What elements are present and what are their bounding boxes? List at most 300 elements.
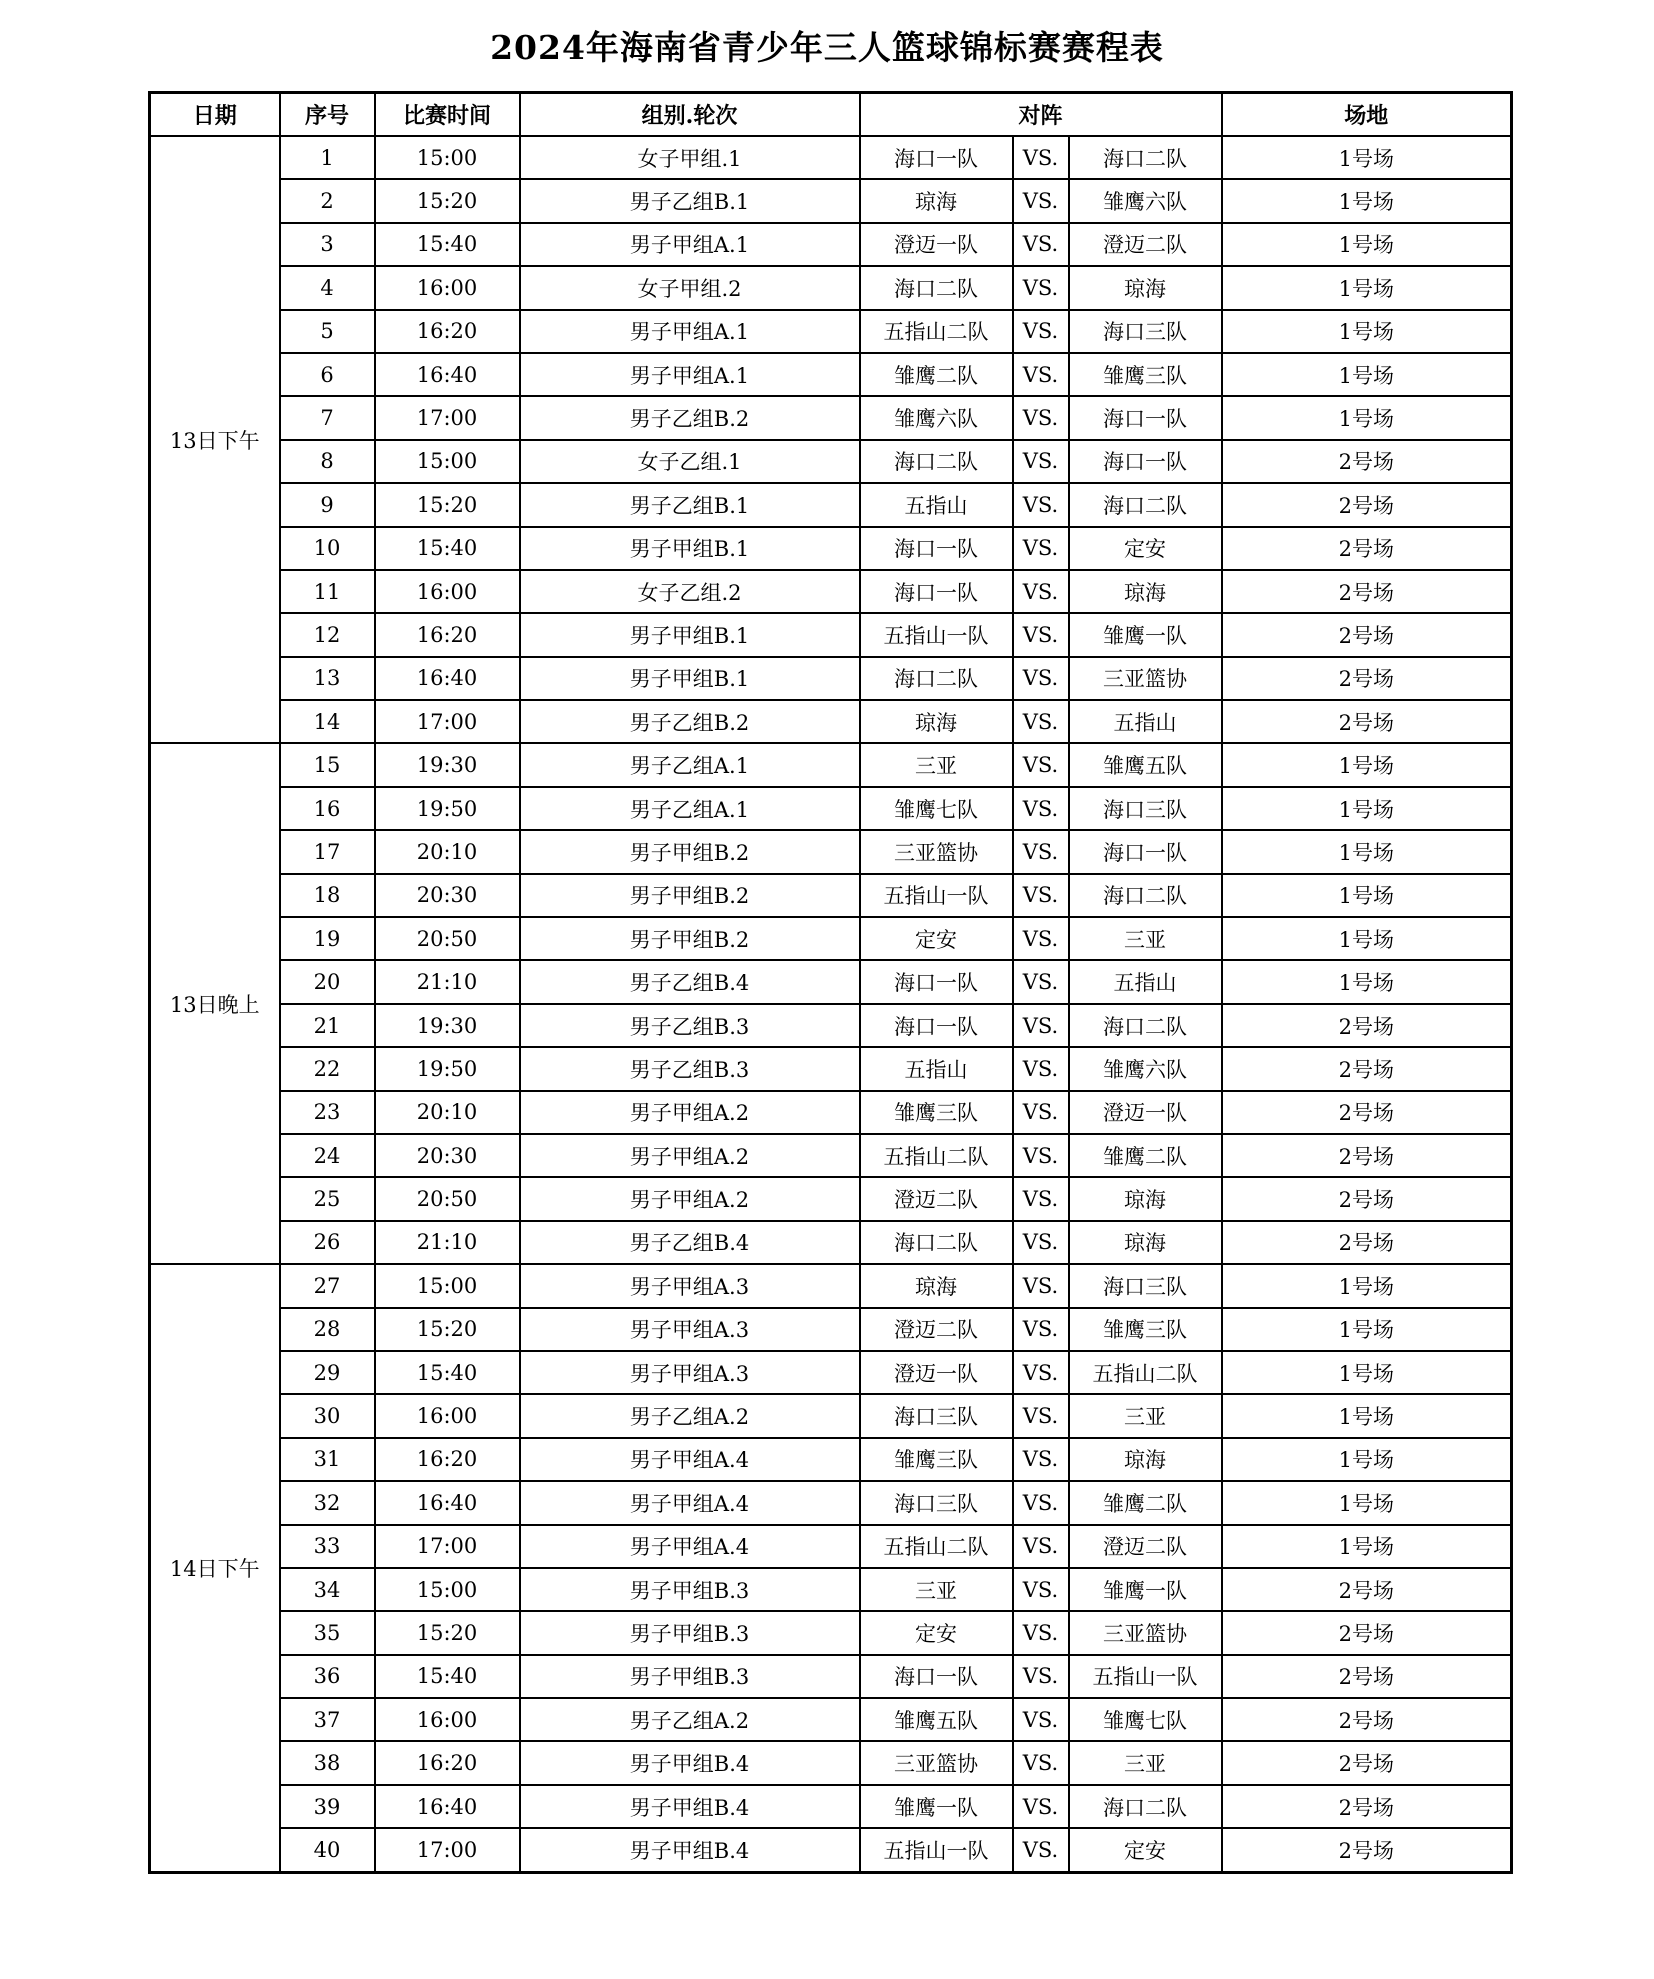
match-no-cell: 10: [280, 527, 375, 570]
match-time-cell: 15:40: [375, 1655, 520, 1698]
match-no-cell: 32: [280, 1481, 375, 1524]
match-no-cell: 13: [280, 657, 375, 700]
home-team-cell: 五指山一队: [860, 613, 1013, 656]
match-no-cell: 37: [280, 1698, 375, 1741]
group-round-cell: 男子甲组A.4: [520, 1438, 860, 1481]
away-team-cell: 五指山一队: [1069, 1655, 1222, 1698]
table-row: [150, 787, 1512, 830]
away-team-cell: 五指山: [1069, 960, 1222, 1003]
vs-cell: VS.: [1013, 874, 1069, 917]
match-time-cell: 15:00: [375, 136, 520, 179]
vs-cell: VS.: [1013, 353, 1069, 396]
away-team-cell: 三亚: [1069, 1741, 1222, 1784]
table-row: [150, 1004, 1512, 1047]
match-time-cell: 15:00: [375, 1568, 520, 1611]
home-team-cell: 琼海: [860, 700, 1013, 743]
home-team-cell: 澄迈二队: [860, 1177, 1013, 1220]
venue-cell: 2号场: [1222, 1004, 1512, 1047]
match-no-cell: 39: [280, 1785, 375, 1828]
home-team-cell: 琼海: [860, 1264, 1013, 1307]
home-team-cell: 三亚: [860, 1568, 1013, 1611]
table-row: [150, 1134, 1512, 1177]
table-row: [150, 1351, 1512, 1394]
home-team-cell: 海口一队: [860, 136, 1013, 179]
away-team-cell: 定安: [1069, 527, 1222, 570]
date-cell: 13日晚上: [150, 743, 280, 1264]
schedule-table: [148, 91, 1513, 1874]
group-round-cell: 男子乙组B.3: [520, 1047, 860, 1090]
away-team-cell: 雏鹰七队: [1069, 1698, 1222, 1741]
home-team-cell: 海口三队: [860, 1394, 1013, 1437]
away-team-cell: 雏鹰二队: [1069, 1481, 1222, 1524]
table-row: [150, 1525, 1512, 1568]
vs-cell: VS.: [1013, 1655, 1069, 1698]
vs-cell: VS.: [1013, 1568, 1069, 1611]
away-team-cell: 海口二队: [1069, 874, 1222, 917]
vs-cell: VS.: [1013, 1091, 1069, 1134]
venue-cell: 2号场: [1222, 1221, 1512, 1264]
vs-cell: VS.: [1013, 917, 1069, 960]
match-no-cell: 18: [280, 874, 375, 917]
table-row: [150, 1741, 1512, 1784]
away-team-cell: 琼海: [1069, 1438, 1222, 1481]
match-no-cell: 9: [280, 483, 375, 526]
vs-cell: VS.: [1013, 396, 1069, 439]
match-no-cell: 16: [280, 787, 375, 830]
vs-cell: VS.: [1013, 136, 1069, 179]
match-no-cell: 27: [280, 1264, 375, 1307]
table-row: [150, 1785, 1512, 1828]
group-round-cell: 男子乙组B.2: [520, 396, 860, 439]
venue-cell: 2号场: [1222, 1134, 1512, 1177]
match-no-cell: 3: [280, 223, 375, 266]
venue-cell: 2号场: [1222, 613, 1512, 656]
match-no-cell: 6: [280, 353, 375, 396]
match-time-cell: 19:50: [375, 1047, 520, 1090]
group-round-cell: 男子乙组A.2: [520, 1698, 860, 1741]
header-group: 组别.轮次: [520, 93, 860, 137]
table-row: [150, 266, 1512, 309]
away-team-cell: 三亚篮协: [1069, 1611, 1222, 1654]
match-time-cell: 16:00: [375, 266, 520, 309]
table-row: [150, 743, 1512, 786]
home-team-cell: 雏鹰三队: [860, 1438, 1013, 1481]
table-row: [150, 1611, 1512, 1654]
vs-cell: VS.: [1013, 1351, 1069, 1394]
group-round-cell: 男子乙组B.4: [520, 1221, 860, 1264]
vs-cell: VS.: [1013, 266, 1069, 309]
home-team-cell: 澄迈一队: [860, 223, 1013, 266]
table-row: [150, 527, 1512, 570]
table-row: [150, 179, 1512, 222]
group-round-cell: 男子乙组B.3: [520, 1004, 860, 1047]
away-team-cell: 雏鹰三队: [1069, 353, 1222, 396]
group-round-cell: 男子甲组B.1: [520, 527, 860, 570]
table-row: [150, 1221, 1512, 1264]
home-team-cell: 五指山: [860, 483, 1013, 526]
group-round-cell: 男子乙组B.1: [520, 483, 860, 526]
match-time-cell: 20:10: [375, 1091, 520, 1134]
away-team-cell: 海口二队: [1069, 136, 1222, 179]
table-row: [150, 570, 1512, 613]
match-time-cell: 16:40: [375, 657, 520, 700]
match-no-cell: 19: [280, 917, 375, 960]
home-team-cell: 海口一队: [860, 960, 1013, 1003]
match-time-cell: 16:20: [375, 613, 520, 656]
group-round-cell: 男子甲组B.1: [520, 657, 860, 700]
away-team-cell: 琼海: [1069, 570, 1222, 613]
venue-cell: 1号场: [1222, 353, 1512, 396]
home-team-cell: 五指山二队: [860, 310, 1013, 353]
match-time-cell: 20:50: [375, 1177, 520, 1220]
group-round-cell: 男子甲组B.2: [520, 917, 860, 960]
group-round-cell: 男子甲组A.1: [520, 353, 860, 396]
venue-cell: 2号场: [1222, 570, 1512, 613]
group-round-cell: 男子甲组A.3: [520, 1308, 860, 1351]
venue-cell: 1号场: [1222, 874, 1512, 917]
vs-cell: VS.: [1013, 960, 1069, 1003]
away-team-cell: 三亚: [1069, 1394, 1222, 1437]
date-cell: 14日下午: [150, 1264, 280, 1872]
away-team-cell: 澄迈二队: [1069, 223, 1222, 266]
match-time-cell: 15:40: [375, 527, 520, 570]
match-time-cell: 20:30: [375, 1134, 520, 1177]
vs-cell: VS.: [1013, 1134, 1069, 1177]
group-round-cell: 男子乙组B.2: [520, 700, 860, 743]
venue-cell: 1号场: [1222, 1264, 1512, 1307]
away-team-cell: 海口三队: [1069, 1264, 1222, 1307]
group-round-cell: 男子乙组A.2: [520, 1394, 860, 1437]
away-team-cell: 海口一队: [1069, 830, 1222, 873]
table-row: [150, 613, 1512, 656]
page-title: 2024年海南省青少年三人篮球锦标赛赛程表: [490, 28, 1164, 67]
table-row: [150, 1481, 1512, 1524]
table-row: [150, 396, 1512, 439]
match-time-cell: 20:50: [375, 917, 520, 960]
match-time-cell: 21:10: [375, 960, 520, 1003]
home-team-cell: 海口一队: [860, 570, 1013, 613]
table-row: [150, 830, 1512, 873]
vs-cell: VS.: [1013, 1438, 1069, 1481]
match-no-cell: 38: [280, 1741, 375, 1784]
table-row: [150, 917, 1512, 960]
match-no-cell: 14: [280, 700, 375, 743]
match-time-cell: 16:00: [375, 1698, 520, 1741]
header-venue: 场地: [1222, 93, 1512, 137]
vs-cell: VS.: [1013, 1394, 1069, 1437]
vs-cell: VS.: [1013, 1004, 1069, 1047]
vs-cell: VS.: [1013, 1481, 1069, 1524]
group-round-cell: 男子甲组B.2: [520, 874, 860, 917]
vs-cell: VS.: [1013, 1047, 1069, 1090]
table-row: [150, 1568, 1512, 1611]
match-time-cell: 21:10: [375, 1221, 520, 1264]
away-team-cell: 琼海: [1069, 1221, 1222, 1264]
venue-cell: 2号场: [1222, 440, 1512, 483]
group-round-cell: 男子乙组B.4: [520, 960, 860, 1003]
away-team-cell: 琼海: [1069, 1177, 1222, 1220]
venue-cell: 2号场: [1222, 700, 1512, 743]
match-time-cell: 15:40: [375, 223, 520, 266]
group-round-cell: 男子甲组B.2: [520, 830, 860, 873]
home-team-cell: 雏鹰五队: [860, 1698, 1013, 1741]
vs-cell: VS.: [1013, 1264, 1069, 1307]
match-no-cell: 30: [280, 1394, 375, 1437]
group-round-cell: 男子甲组A.4: [520, 1481, 860, 1524]
group-round-cell: 男子甲组A.3: [520, 1264, 860, 1307]
venue-cell: 1号场: [1222, 1438, 1512, 1481]
group-round-cell: 男子乙组A.1: [520, 743, 860, 786]
venue-cell: 2号场: [1222, 483, 1512, 526]
header-date: 日期: [150, 93, 280, 137]
match-time-cell: 17:00: [375, 1828, 520, 1872]
table-row: [150, 1264, 1512, 1307]
vs-cell: VS.: [1013, 179, 1069, 222]
away-team-cell: 雏鹰二队: [1069, 1134, 1222, 1177]
venue-cell: 2号场: [1222, 1091, 1512, 1134]
venue-cell: 1号场: [1222, 830, 1512, 873]
match-no-cell: 35: [280, 1611, 375, 1654]
match-no-cell: 29: [280, 1351, 375, 1394]
away-team-cell: 雏鹰三队: [1069, 1308, 1222, 1351]
home-team-cell: 五指山: [860, 1047, 1013, 1090]
home-team-cell: 雏鹰七队: [860, 787, 1013, 830]
match-time-cell: 17:00: [375, 1525, 520, 1568]
table-row: [150, 700, 1512, 743]
match-time-cell: 16:00: [375, 1394, 520, 1437]
away-team-cell: 海口一队: [1069, 440, 1222, 483]
group-round-cell: 男子甲组A.2: [520, 1134, 860, 1177]
group-round-cell: 男子乙组B.1: [520, 179, 860, 222]
home-team-cell: 五指山一队: [860, 1828, 1013, 1872]
venue-cell: 2号场: [1222, 1698, 1512, 1741]
table-row: [150, 310, 1512, 353]
vs-cell: VS.: [1013, 570, 1069, 613]
vs-cell: VS.: [1013, 787, 1069, 830]
venue-cell: 1号场: [1222, 179, 1512, 222]
match-no-cell: 31: [280, 1438, 375, 1481]
home-team-cell: 澄迈一队: [860, 1351, 1013, 1394]
away-team-cell: 雏鹰一队: [1069, 613, 1222, 656]
match-no-cell: 1: [280, 136, 375, 179]
match-no-cell: 8: [280, 440, 375, 483]
table-row: [150, 483, 1512, 526]
match-time-cell: 16:20: [375, 1741, 520, 1784]
venue-cell: 1号场: [1222, 1394, 1512, 1437]
venue-cell: 2号场: [1222, 1828, 1512, 1872]
venue-cell: 1号场: [1222, 1351, 1512, 1394]
home-team-cell: 海口三队: [860, 1481, 1013, 1524]
group-round-cell: 男子甲组B.4: [520, 1785, 860, 1828]
match-no-cell: 25: [280, 1177, 375, 1220]
group-round-cell: 男子甲组B.3: [520, 1611, 860, 1654]
header-no: 序号: [280, 93, 375, 137]
away-team-cell: 雏鹰五队: [1069, 743, 1222, 786]
home-team-cell: 海口一队: [860, 1655, 1013, 1698]
vs-cell: VS.: [1013, 483, 1069, 526]
match-no-cell: 17: [280, 830, 375, 873]
home-team-cell: 海口二队: [860, 1221, 1013, 1264]
vs-cell: VS.: [1013, 1221, 1069, 1264]
home-team-cell: 五指山二队: [860, 1134, 1013, 1177]
venue-cell: 2号场: [1222, 1611, 1512, 1654]
venue-cell: 1号场: [1222, 266, 1512, 309]
venue-cell: 1号场: [1222, 1481, 1512, 1524]
away-team-cell: 五指山二队: [1069, 1351, 1222, 1394]
vs-cell: VS.: [1013, 1741, 1069, 1784]
match-no-cell: 33: [280, 1525, 375, 1568]
match-no-cell: 5: [280, 310, 375, 353]
table-row: [150, 440, 1512, 483]
table-row: [150, 1438, 1512, 1481]
away-team-cell: 三亚篮协: [1069, 657, 1222, 700]
home-team-cell: 海口二队: [860, 657, 1013, 700]
away-team-cell: 定安: [1069, 1828, 1222, 1872]
vs-cell: VS.: [1013, 1698, 1069, 1741]
match-no-cell: 2: [280, 179, 375, 222]
home-team-cell: 三亚: [860, 743, 1013, 786]
home-team-cell: 海口一队: [860, 527, 1013, 570]
group-round-cell: 男子甲组B.1: [520, 613, 860, 656]
away-team-cell: 澄迈二队: [1069, 1525, 1222, 1568]
match-time-cell: 15:20: [375, 1308, 520, 1351]
group-round-cell: 男子甲组B.3: [520, 1568, 860, 1611]
away-team-cell: 五指山: [1069, 700, 1222, 743]
table-row: [150, 874, 1512, 917]
venue-cell: 2号场: [1222, 1741, 1512, 1784]
match-time-cell: 15:00: [375, 440, 520, 483]
match-no-cell: 21: [280, 1004, 375, 1047]
venue-cell: 1号场: [1222, 917, 1512, 960]
match-time-cell: 20:10: [375, 830, 520, 873]
venue-cell: 1号场: [1222, 960, 1512, 1003]
home-team-cell: 三亚篮协: [860, 1741, 1013, 1784]
table-row: [150, 1091, 1512, 1134]
group-round-cell: 男子甲组A.2: [520, 1091, 860, 1134]
match-time-cell: 15:20: [375, 179, 520, 222]
venue-cell: 2号场: [1222, 1047, 1512, 1090]
vs-cell: VS.: [1013, 223, 1069, 266]
away-team-cell: 海口二队: [1069, 1785, 1222, 1828]
venue-cell: 1号场: [1222, 396, 1512, 439]
table-row: [150, 960, 1512, 1003]
table-row: [150, 1308, 1512, 1351]
date-cell: 13日下午: [150, 136, 280, 743]
match-no-cell: 36: [280, 1655, 375, 1698]
home-team-cell: 雏鹰二队: [860, 353, 1013, 396]
match-no-cell: 28: [280, 1308, 375, 1351]
away-team-cell: 雏鹰六队: [1069, 179, 1222, 222]
away-team-cell: 海口三队: [1069, 310, 1222, 353]
home-team-cell: 定安: [860, 917, 1013, 960]
schedule-body: [150, 136, 1512, 1872]
home-team-cell: 海口二队: [860, 440, 1013, 483]
group-round-cell: 男子甲组B.4: [520, 1828, 860, 1872]
home-team-cell: 雏鹰一队: [860, 1785, 1013, 1828]
group-round-cell: 男子甲组A.3: [520, 1351, 860, 1394]
match-no-cell: 24: [280, 1134, 375, 1177]
match-time-cell: 16:40: [375, 1785, 520, 1828]
venue-cell: 1号场: [1222, 1525, 1512, 1568]
venue-cell: 2号场: [1222, 1785, 1512, 1828]
match-time-cell: 15:20: [375, 483, 520, 526]
table-row: [150, 223, 1512, 266]
home-team-cell: 五指山二队: [860, 1525, 1013, 1568]
group-round-cell: 女子乙组.2: [520, 570, 860, 613]
match-time-cell: 16:20: [375, 310, 520, 353]
away-team-cell: 海口二队: [1069, 483, 1222, 526]
match-no-cell: 20: [280, 960, 375, 1003]
match-time-cell: 16:40: [375, 1481, 520, 1524]
match-no-cell: 7: [280, 396, 375, 439]
venue-cell: 1号场: [1222, 136, 1512, 179]
match-time-cell: 19:30: [375, 743, 520, 786]
match-time-cell: 19:30: [375, 1004, 520, 1047]
venue-cell: 1号场: [1222, 743, 1512, 786]
table-row: [150, 657, 1512, 700]
vs-cell: VS.: [1013, 657, 1069, 700]
group-round-cell: 男子甲组B.3: [520, 1655, 860, 1698]
match-no-cell: 26: [280, 1221, 375, 1264]
match-time-cell: 15:00: [375, 1264, 520, 1307]
match-no-cell: 40: [280, 1828, 375, 1872]
away-team-cell: 三亚: [1069, 917, 1222, 960]
vs-cell: VS.: [1013, 1177, 1069, 1220]
match-time-cell: 16:00: [375, 570, 520, 613]
match-no-cell: 12: [280, 613, 375, 656]
match-time-cell: 15:20: [375, 1611, 520, 1654]
header-row: [150, 93, 1512, 137]
group-round-cell: 男子甲组A.2: [520, 1177, 860, 1220]
home-team-cell: 三亚篮协: [860, 830, 1013, 873]
home-team-cell: 澄迈二队: [860, 1308, 1013, 1351]
vs-cell: VS.: [1013, 1525, 1069, 1568]
match-no-cell: 22: [280, 1047, 375, 1090]
match-time-cell: 15:40: [375, 1351, 520, 1394]
venue-cell: 1号场: [1222, 1308, 1512, 1351]
home-team-cell: 琼海: [860, 179, 1013, 222]
match-no-cell: 23: [280, 1091, 375, 1134]
table-row: [150, 1394, 1512, 1437]
venue-cell: 2号场: [1222, 1177, 1512, 1220]
away-team-cell: 海口二队: [1069, 1004, 1222, 1047]
table-row: [150, 1828, 1512, 1872]
vs-cell: VS.: [1013, 700, 1069, 743]
match-no-cell: 34: [280, 1568, 375, 1611]
home-team-cell: 海口二队: [860, 266, 1013, 309]
group-round-cell: 女子甲组.1: [520, 136, 860, 179]
venue-cell: 2号场: [1222, 1568, 1512, 1611]
away-team-cell: 海口一队: [1069, 396, 1222, 439]
vs-cell: VS.: [1013, 613, 1069, 656]
away-team-cell: 海口三队: [1069, 787, 1222, 830]
vs-cell: VS.: [1013, 1828, 1069, 1872]
match-no-cell: 4: [280, 266, 375, 309]
group-round-cell: 男子甲组A.1: [520, 223, 860, 266]
away-team-cell: 琼海: [1069, 266, 1222, 309]
away-team-cell: 雏鹰六队: [1069, 1047, 1222, 1090]
home-team-cell: 定安: [860, 1611, 1013, 1654]
venue-cell: 2号场: [1222, 657, 1512, 700]
match-time-cell: 20:30: [375, 874, 520, 917]
table-row: [150, 353, 1512, 396]
group-round-cell: 男子乙组A.1: [520, 787, 860, 830]
away-team-cell: 澄迈一队: [1069, 1091, 1222, 1134]
table-row: [150, 1177, 1512, 1220]
table-row: [150, 1698, 1512, 1741]
venue-cell: 1号场: [1222, 223, 1512, 266]
match-time-cell: 17:00: [375, 396, 520, 439]
